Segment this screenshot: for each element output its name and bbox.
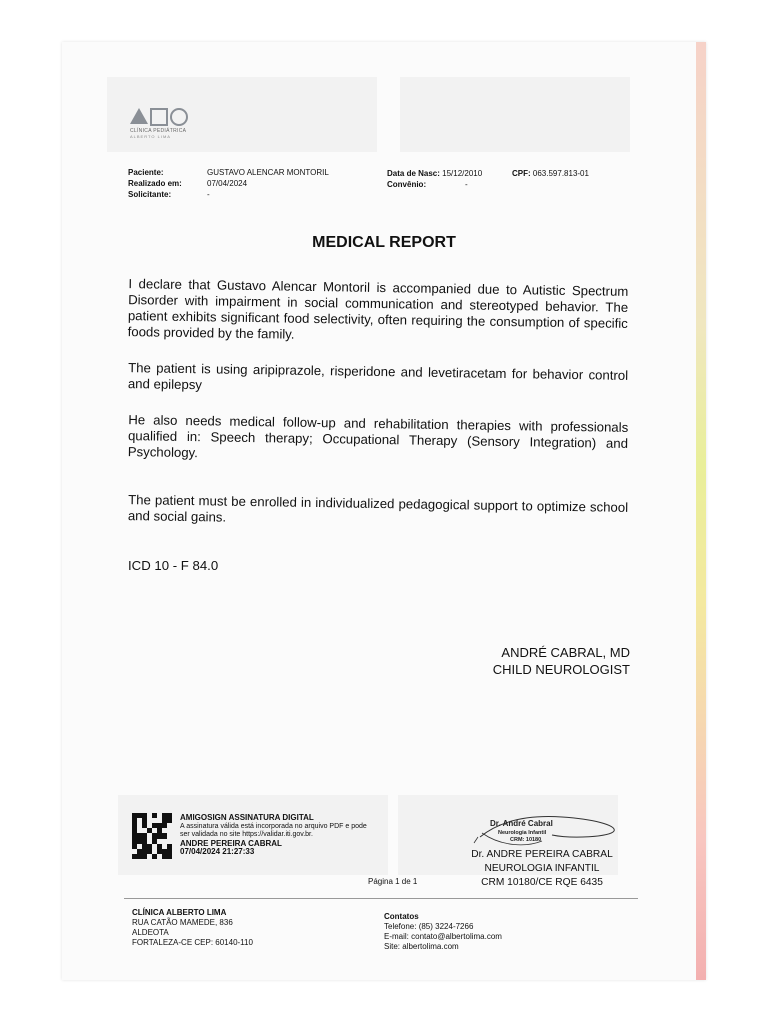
signature-line-1: Dr. André Cabral [490, 819, 553, 828]
requester-label: Solicitante: [128, 190, 172, 199]
clinic-district: ALDEOTA [132, 928, 169, 937]
paragraph-medication: The patient is using aripiprazole, risperidone and levetiracetam for behavior control and epilepsy [127, 360, 629, 393]
signatory-role: CHILD NEUROLOGIST [492, 662, 630, 677]
doctor-block [457, 848, 627, 890]
doctor-name: Dr. ANDRE PEREIRA CABRAL [471, 849, 613, 860]
contact-site: Site: albertolima.com [384, 942, 459, 951]
page-number: Página 1 de 1 [368, 877, 418, 886]
clinic-logo [130, 108, 190, 139]
square-icon [150, 108, 168, 126]
report-title: MEDICAL REPORT [312, 234, 456, 251]
insurance-label: Convênio: [387, 180, 427, 189]
patient-label: Paciente: [128, 168, 164, 177]
circle-icon [170, 108, 188, 126]
paragraph-pedagogical: The patient must be enrolled in individualized pedagogical support to optimize school and social gains. [127, 492, 629, 525]
stamp-line-1: A assinatura válida está incorporada no arquivo PDF e pode [180, 822, 367, 830]
logo-sub: ALBERTO LIMA [130, 134, 171, 139]
clinic-contacts [384, 912, 502, 952]
cpf-value: 063.597.813-01 [532, 169, 589, 178]
clinic-street: RUA CATÃO MAMEDE, 836 [132, 918, 233, 927]
signature-line-3: CRM: 10180 [510, 837, 542, 843]
bleed-through [400, 77, 630, 152]
stamp-signer: ANDRE PEREIRA CABRAL [180, 838, 282, 848]
stamp-line-2: ser validada no site https://validar.iti.gov.br. [180, 831, 313, 838]
contact-email: E-mail: contato@albertolima.com [384, 932, 502, 941]
qr-code [132, 813, 172, 859]
handwritten-signature [472, 807, 622, 849]
clinic-city: FORTALEZA-CE CEP: 60140-110 [132, 938, 253, 947]
signature-line-2: Neurologia Infantil [498, 830, 547, 836]
cpf-field: CPF: 063.597.813-01 [512, 169, 589, 178]
doctor-specialty: NEUROLOGIA INFANTIL [484, 863, 600, 874]
insurance-value: - [465, 180, 468, 189]
logo-name: CLÍNICA PEDIÁTRICA [130, 128, 187, 134]
signatory-name: ANDRÉ CABRAL, MD [501, 645, 630, 660]
footer-divider [124, 898, 638, 899]
icd-code: ICD 10 - F 84.0 [128, 558, 219, 573]
dob-value: 15/12/2010 [442, 169, 483, 178]
paper-edge-color [696, 42, 706, 980]
paragraph-diagnosis: I declare that Gustavo Alencar Montoril is accompanied due to Autistic Spectrum Disorder with impairment in social communication and stereotyped behavior. The patient exhibits significant food selectivity, often requiring the consumption of specific foods provided by the family. [127, 276, 629, 342]
contact-phone: Telefone: (85) 3224-7266 [384, 922, 474, 931]
dob-field: Data de Nasc: 15/12/2010 [387, 169, 483, 178]
stamp-datetime: 07/04/2024 21:27:33 [180, 847, 255, 856]
performed-date: 07/04/2024 [207, 179, 248, 188]
clinic-name: CLÍNICA ALBERTO LIMA [132, 908, 227, 917]
patient-name: GUSTAVO ALENCAR MONTORIL [207, 168, 329, 177]
doctor-crm: CRM 10180/CE RQE 6435 [481, 877, 603, 888]
document-page [62, 42, 706, 980]
performed-label: Realizado em: [128, 179, 182, 188]
signatory-block [493, 644, 630, 678]
stamp-title: AMIGOSIGN ASSINATURA DIGITAL [180, 813, 314, 822]
paragraph-therapies: He also needs medical follow-up and rehabilitation therapies with professionals qualified in: Speech therapy; Occupational Therapy (Sensory Integration) and Psychology. [127, 412, 629, 461]
triangle-icon [130, 108, 148, 124]
clinic-address [132, 908, 253, 948]
requester-value: - [207, 190, 210, 199]
digital-signature-stamp [180, 814, 380, 857]
contacts-title: Contatos [384, 912, 419, 921]
